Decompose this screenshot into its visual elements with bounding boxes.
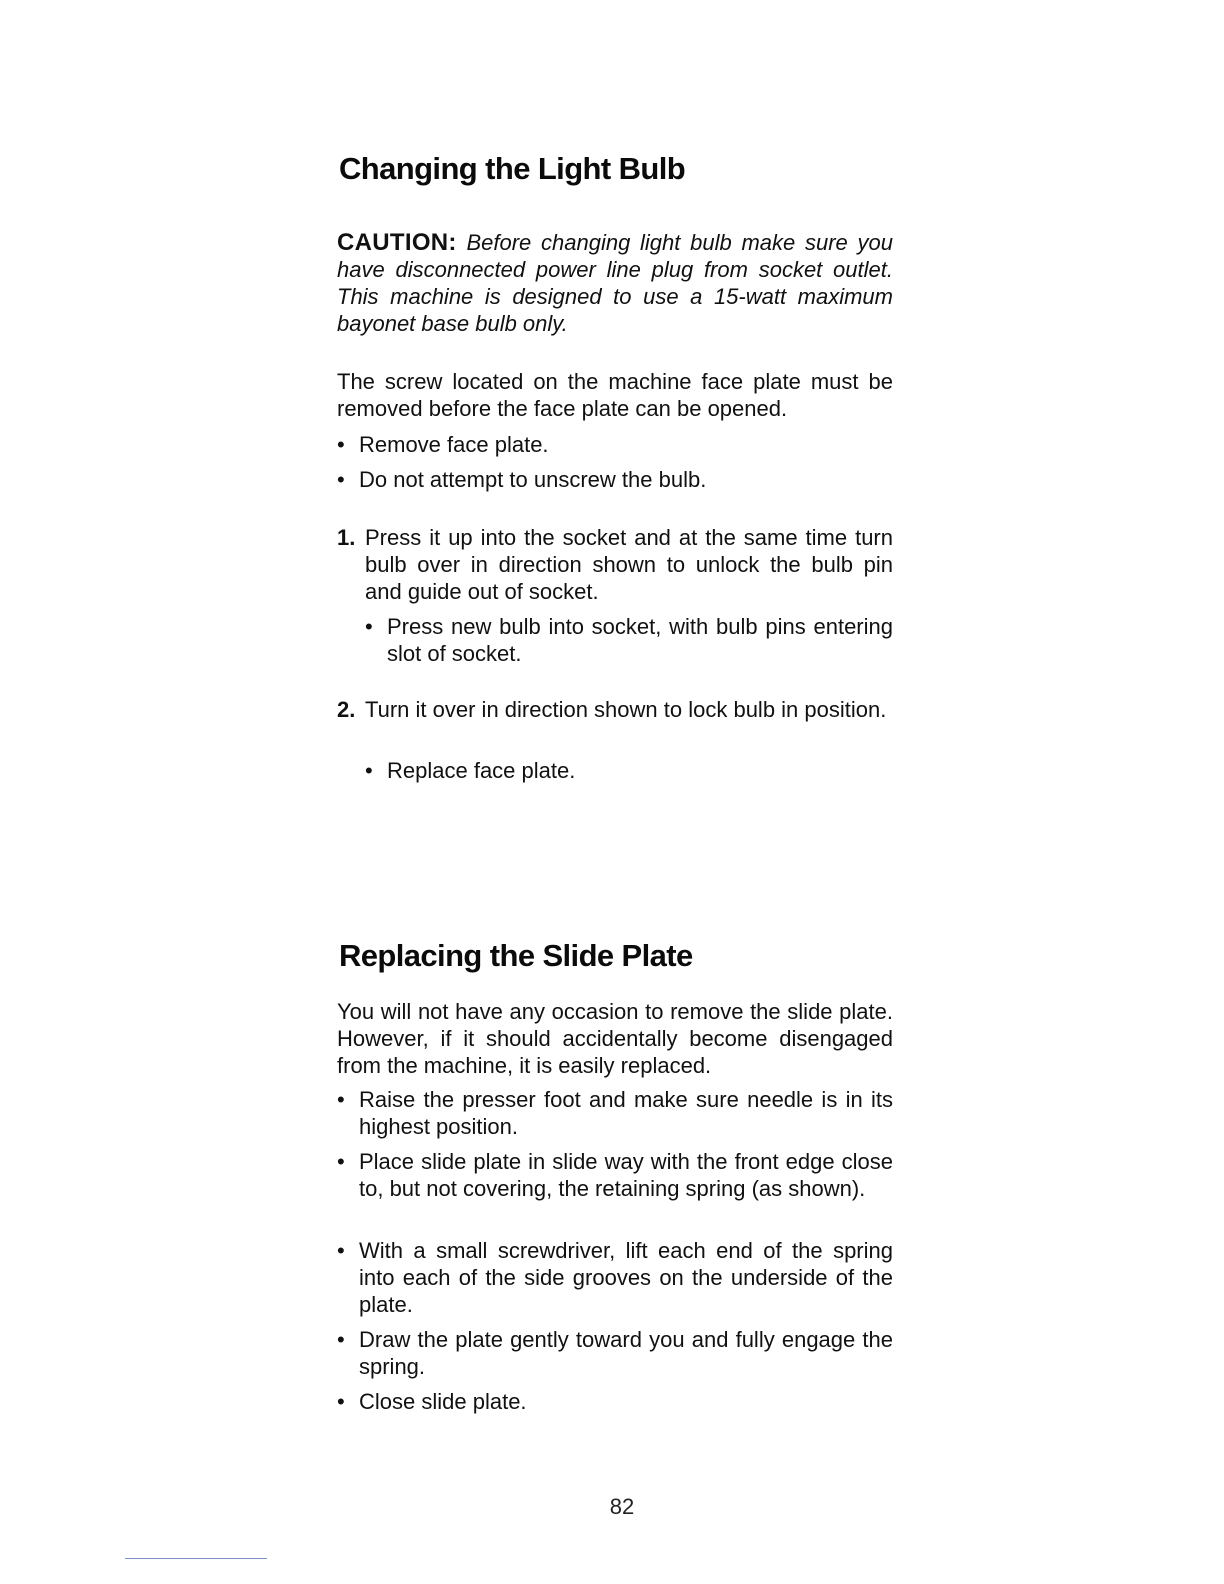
section-title-slide-plate: Replacing the Slide Plate [339,938,693,973]
light-bulb-intro: The screw located on the machine face plate must be removed before the face plate can be opened. [337,369,893,421]
bullet-mark: • [337,1149,345,1174]
list-item [337,466,893,493]
step-text: Press it up into the socket and at the same time turn bulb over in direction shown to unlock the bulb pin and guide out of socket. [365,525,893,604]
step-item [337,696,893,723]
bullet-mark: • [337,1327,345,1352]
bullet-mark: • [337,432,345,457]
scan-edge-divider [125,1558,267,1559]
page-number: 82 [609,1494,635,1519]
caution-text: Before changing light bulb make sure you have disconnected power line plug from socket outlet. This machine is designed to use a 15-watt maximum bayonet base bulb only. [337,230,893,336]
sub-list-item-text: Press new bulb into socket, with bulb pins entering slot of socket. [387,614,893,666]
bullet-mark: • [365,614,373,639]
list-item-text: Place slide plate in slide way with the front edge close to, but not covering, the retaining spring (as shown). [359,1149,893,1201]
sub-list-item [365,757,893,784]
bullet-mark: • [337,1389,345,1414]
step-number: 2. [337,697,356,722]
list-item [337,1148,893,1202]
sub-list-item [365,613,893,667]
list-item [337,1326,893,1380]
bullet-mark: • [337,1087,345,1112]
sub-list-item-text: Replace face plate. [387,758,576,783]
list-item [337,1086,893,1140]
list-item-text: Draw the plate gently toward you and fully engage the spring. [359,1327,893,1379]
bullet-mark: • [337,467,345,492]
list-item-text: Do not attempt to unscrew the bulb. [359,467,707,492]
step-item [337,524,893,605]
list-item [337,1388,893,1415]
list-item [337,1237,893,1318]
caution-label: CAUTION: [337,229,457,256]
caution-paragraph [337,229,893,337]
list-item-text: Remove face plate. [359,432,549,457]
step-number: 1. [337,525,356,550]
bullet-mark: • [337,1238,345,1263]
list-item-text: Close slide plate. [359,1389,527,1414]
step-text: Turn it over in direction shown to lock bulb in position. [365,697,887,722]
list-item-text: With a small screwdriver, lift each end of the spring into each of the side grooves on the underside of the plate. [359,1238,893,1317]
list-item [337,431,893,458]
bullet-mark: • [365,758,373,783]
section-title-light-bulb: Changing the Light Bulb [339,151,686,186]
list-item-text: Raise the presser foot and make sure needle is in its highest position. [359,1087,893,1139]
slide-plate-intro: You will not have any occasion to remove the slide plate. However, if it should accidentally become disengaged from the machine, it is easily replaced. [337,999,893,1078]
